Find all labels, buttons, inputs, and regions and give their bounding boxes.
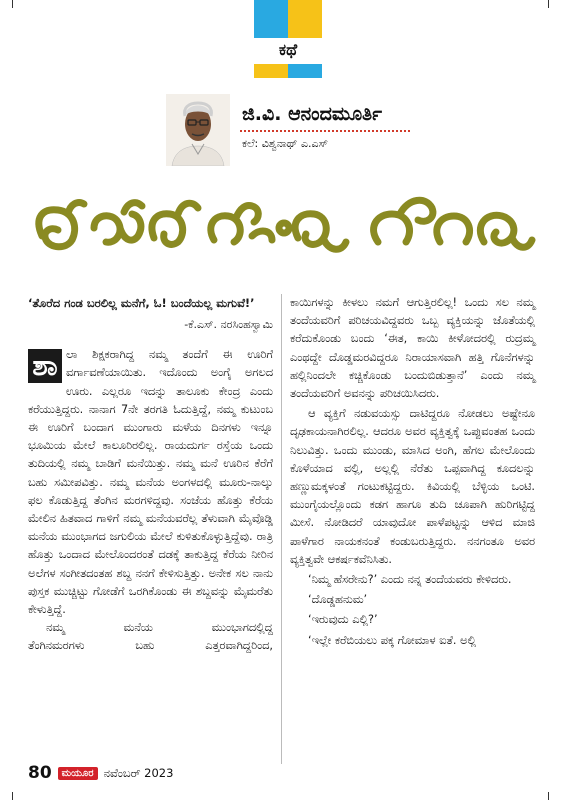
paragraph-3: ಕಾಯಿಗಳನ್ನು ಕೀಳಲು ನಮಗೆ ಆಗುತ್ತಿರಲಿಲ್ಲ! ಒಂದು ಸಲ ನಮ್ಮ ತಂದೆಯವರಿಗೆ ಪರಿಚಯವಿದ್ದವರು ಒಬ್ಬ ವ್ಯಕ್ತಿಯನ್ನು ಜೊತೆಯಲ್ಲಿ ಕರೆದುಕೊಂಡು ಬಂದು ‘ಈತ, ಕಾಯಿ ಕೀಳೋದರಲ್ಲಿ ರುದ್ರಮ್ಮ ಎಂಥದ್ದೇ ದೊಡ್ಡಮರವಿದ್ದರೂ ನಿರಾಯಾಸವಾಗಿ ಹತ್ತಿ ಗೊನೆಗಳನ್ನು ಹಲ್ಲಿನಿಂದಲೇ ಕಚ್ಚಿಕೊಂಡು ಬಂದುಬಿಡುತ್ತಾನೆ’ ಎಂದು ನಮ್ಮ ತಂದೆಯವರಿಗೆ ಅವನನ್ನು ಪರಿಚಯಿಸಿದರು. [290,296,535,401]
left-column [28,294,273,656]
author-photo [166,94,230,166]
dialogue-1: ‘ನಿಮ್ಮ ಹೆಸರೇನು?’ ಎಂದು ನನ್ನ ತಂದೆಯವರು ಕೇಳಿದರು. [308,573,512,587]
category-label: ಕಥೆ [278,40,298,59]
author-name: ಜಿ.ವಿ. ಆನಂದಮೂರ್ತಿ [242,103,382,125]
opening-paragraph [28,346,273,619]
epigraph-quote: ‘ತೊರೆದ ಗಂಡ ಬರಲಿಲ್ಲ ಮನೆಗೆ, ಓ! ಬಂದೆಯಲ್ಲ ಮಗುವೆ!’ [28,296,255,310]
dialogue-2: ‘ದೊಡ್ಡಹನುಮ’ [308,593,368,607]
crop-mark-bottom-left [12,792,13,800]
category-block [254,0,322,80]
paragraph-1: ಲಾ ಶಿಕ್ಷಕರಾಗಿದ್ದ ನಮ್ಮ ತಂದೆಗೆ ಈ ಊರಿಗೆ ವರ್ಗಾವಣೆಯಾಯಿತು. ಇದೊಂದು ಅಂಗೈ ಅಗಲದ ಊರು. ಎಲ್ಲರೂ ಇದನ್ನು ತಾಲೂಕು ಕೇಂದ್ರ ಎಂದು ಕರೆಯುತ್ತಿದ್ದರು. ನಾನಾಗ 7ನೇ ತರಗತಿ ಓದುತ್ತಿದ್ದೆ, ನಮ್ಮ ಕುಟುಂಬ ಈ ಊರಿಗೆ ಬಂದಾಗ ಮುಂಗಾರು ಮಳೆಯ ದಿನಗಳು ಇನ್ನೂ ಭೂಮಿಯ ಮೇಲೆ ಕಾಲೂರಿರಲಿಲ್ಲ. ರಾಯದುರ್ಗ ರಸ್ತೆಯ ಒಂದು ತುದಿಯಲ್ಲಿ ನಮ್ಮ ಬಾಡಿಗೆ ಮನೆಯಿತ್ತು. ನಮ್ಮ ಮನೆ ಊರಿನ ಕೆರೆಗೆ ಬಹು ಸಮೀಪವಿತ್ತು. ನಮ್ಮ ಮನೆಯ ಅಂಗಳದಲ್ಲಿ ಮೂರು-ನಾಲ್ಕು ಫಲ ಕೊಡುತ್ತಿದ್ದ ತೆಂಗಿನ ಮರಗಳಿದ್ದವು. ಸಂಜೆಯ ಹೊತ್ತು ಕೆರೆಯ ಮೇಲಿನ ಹಿತವಾದ ಗಾಳಿಗೆ ನಮ್ಮ ಮನೆಯವರೆಲ್ಲ ತೆಳುವಾಗಿ ಮೈವೊಡ್ಡಿ ಮನೆಯ ಮುಂಭಾಗದ ಜಗುಲಿಯ ಮೇಲೆ ಕುಳಿತುಕೊಳ್ಳುತ್ತಿದ್ದೆವು. ರಾತ್ರಿ ಹೊತ್ತು ಒಂದಾದ ಮೇಲೊಂದರಂತೆ ದಡಕ್ಕೆ ತಾಕುತ್ತಿದ್ದ ಕೆರೆಯ ನೀರಿನ ಅಲೆಗಳ ಸಂಗೀತದಂತಹ ಶಬ್ದ ನನಗೆ ಕೇಳಿಸುತ್ತಿತ್ತು. ಅನೇಕ ಸಲ ನಾನು ಪುಸ್ತಕ ಮುಚ್ಚಿಟ್ಟು ಗೋಡೆಗೆ ಒರಗಿಕೊಂಡು ಈ ಶಬ್ದವನ್ನು ಮೈಮರೆತು ಕೇಳುತ್ತಿದ್ದೆ. [28,348,273,617]
dialogue-3: ‘ಇರುವುದು ಎಲ್ಲಿ?’ [308,613,378,627]
drop-cap: ಶಾ [28,349,62,383]
paragraph-4: ಆ ವ್ಯಕ್ತಿಗೆ ನಡುವಯಸ್ಸು ದಾಟಿದ್ದರೂ ನೋಡಲು ಅಷ್ಟೇನೂ ದೃಢಕಾಯನಾಗಿರಲಿಲ್ಲ. ಆದರೂ ಅವರ ವ್ಯಕ್ತಿತ್ವಕ್ಕೆ ಒಪ್ಪುವಂತಹ ಒಂದು ನಿಲುವಿತ್ತು. ಒಂದು ಮುಂಡು, ಮಾಸಿದ ಅಂಗಿ, ಹೆಗಲ ಮೇಲೊಂದು ಕೊಳೆಯಾದ ವಲ್ಲಿ, ಅಲ್ಲಲ್ಲಿ ನೆರೆತು ಒಪ್ಪವಾಗಿದ್ದ ಕೂದಲನ್ನು ಹಣ್ಣುಮಕ್ಕಳಂತೆ ಗಂಟುಕಟ್ಟಿದ್ದರು. ಕಿವಿಯಲ್ಲಿ ಬೆಳ್ಳಿಯ ಒಂಟಿ. ಮುಂಗೈಯಲ್ಲೊಂದು ಕಡಗ ಹಾಗೂ ತುದಿ ಚೂಪಾಗಿ ಹುರಿಗಟ್ಟಿದ್ದ ಮೀಸೆ. ನೋಡಿದರೆ ಯಾವುದೋ ಪಾಳೆಪಟ್ಟನ್ನು ಆಳಿದ ಮಾಜಿ ಪಾಳೆಗಾರ ನಾಯಕನಂತೆ ಕಂಡುಬರುತ್ತಿದ್ದರು. ನನಗಂತೂ ಅವರ ವ್ಯಕ್ತಿತ್ವವೇ ಆಕರ್ಷಕವೆನಿಸಿತು. [290,407,535,566]
artist-credit: ಕಲೆ: ವಿಶ್ವನಾಥ್ ಎ.ಎಸ್ [242,137,329,150]
author-divider [240,130,410,132]
dialogue-4: ‘ಇಲ್ಲೇ ಕರೆಬಿಯಲು ಪಕ್ಕ ಗೋಮಾಳ ಐತೆ. ಅಲ್ಲಿ [308,633,476,647]
paragraph-2-line-2: ತೆಂಗಿನಮರಗಳು ಬಹು ಎತ್ತರವಾಗಿದ್ದರಿಂದ, [28,639,273,653]
page-footer [28,762,173,784]
right-column [290,294,535,650]
story-title-lettering [28,178,538,268]
paragraph-2-line-1: ನಮ್ಮ ಮನೆಯ ಮುಂಭಾಗದಲ್ಲಿದ್ದ [46,621,273,635]
magazine-logo: ಮಯೂರ [58,767,98,780]
page-number: 80 [28,763,52,783]
issue-date: ನವೆಂಬರ್ 2023 [103,765,174,780]
crop-mark-top-right [548,0,549,8]
story-title [28,178,538,268]
crop-mark-bottom-right [548,792,549,800]
column-divider [281,294,282,764]
crop-mark-top-left [12,0,13,8]
epigraph-attribution: -ಕೆ.ಎಸ್. ನರಸಿಂಹಸ್ವಾಮಿ [184,318,273,331]
